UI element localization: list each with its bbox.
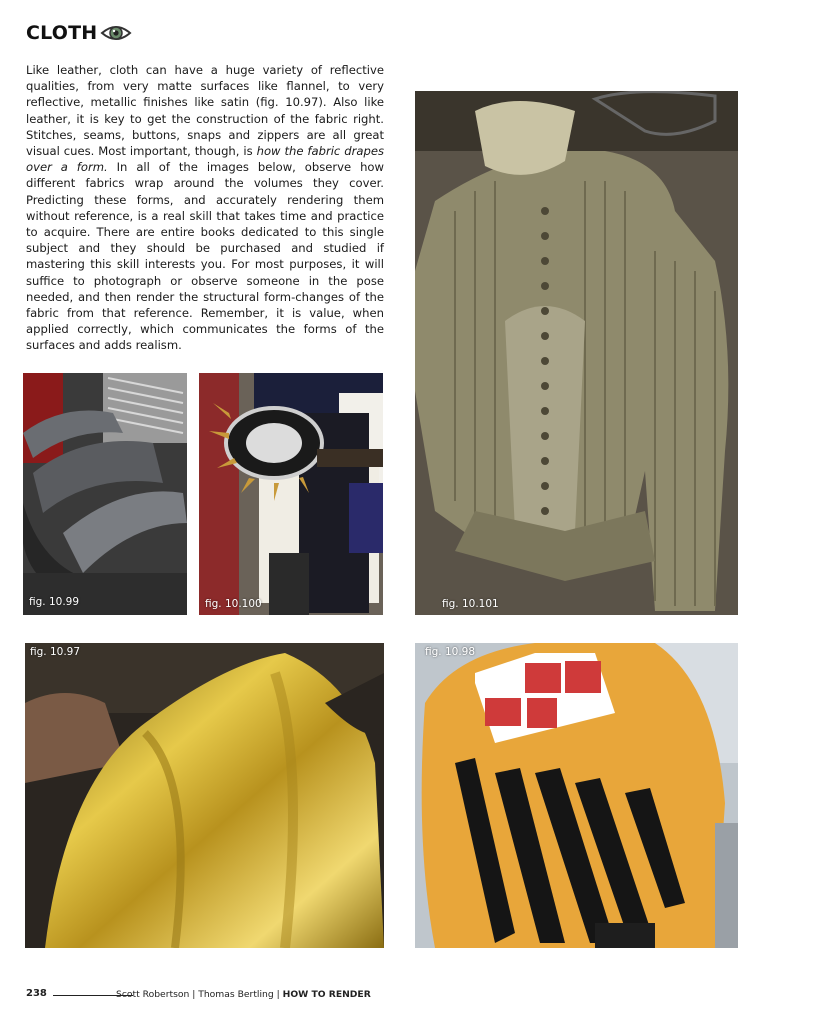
photo-satin-shirt: [25, 643, 384, 948]
page-number: 238: [26, 988, 47, 999]
photo-doublet: [415, 91, 738, 615]
photo-handlebars: [23, 373, 187, 615]
page-footer: [26, 988, 386, 1004]
photo-costume: [199, 373, 383, 615]
page-title: CLOTH: [26, 22, 98, 44]
photo-jersey: [415, 643, 738, 948]
caption-fig-100: fig. 10.100: [205, 598, 262, 610]
caption-fig-97: fig. 10.97: [30, 646, 81, 658]
body-paragraph: Like leather, cloth can have a huge variety of reflective qualities, from very matte surfaces like flannel, to very reflective, metallic finishes like satin (fig. 10.97). Also like leather, it is key to get the construction of the fabric right. Stitches, seams, buttons, snaps and zippers are all great visual cues. Most important, though, is how the fabric drapes over a form. In all of the images below, observe how different fabrics wrap around the volumes they cover. Predicting these forms, and accurately rendering them without reference, is a real skill that takes time and practice to acquire. There are entire books dedicated to this single subject and they should be purchased and studied if mastering this skill interests you. For most purposes, it will suffice to photograph or observe someone in the pose needed, and then render the structural form-changes of the fabric from that reference. Remember, it is value, when applied correctly, which communicates the forms of the surfaces and adds realism.: [26, 63, 385, 353]
caption-fig-99: fig. 10.99: [29, 596, 80, 608]
caption-fig-98: fig. 10.98: [425, 646, 476, 658]
eye-icon: [100, 22, 132, 44]
footer-credit: Scott Robertson | Thomas Bertling | HOW TO RENDER: [116, 989, 371, 1000]
emphasis-text: how the fabric drapes over a form.: [26, 144, 384, 175]
caption-fig-101: fig. 10.101: [442, 598, 499, 610]
book-title: HOW TO RENDER: [282, 989, 371, 1000]
